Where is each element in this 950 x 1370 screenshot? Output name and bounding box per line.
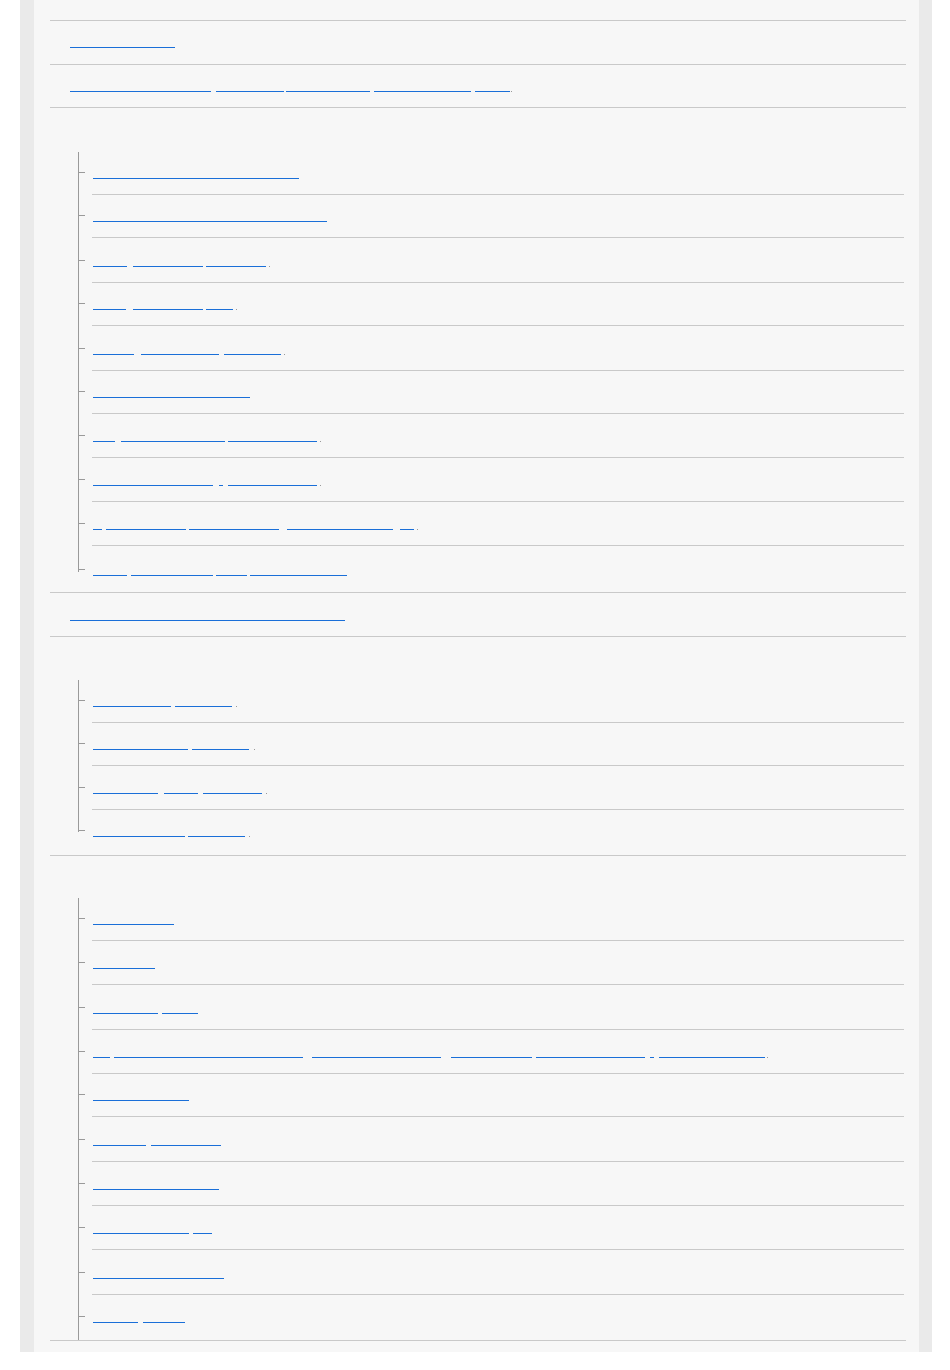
tree-branch-tick (78, 172, 85, 173)
section-separator (50, 1340, 906, 1341)
link-underline (206, 266, 266, 267)
tree-branch-tick (78, 260, 85, 261)
link-underline (219, 485, 223, 486)
tree-branch-tick (78, 303, 85, 304)
tree-branch-tick (78, 1139, 85, 1140)
link-underline (93, 266, 127, 267)
link-underline (250, 575, 347, 576)
tree-branch-tick (78, 1183, 85, 1184)
item-separator (92, 237, 904, 238)
link-underline (93, 309, 126, 310)
period-mark (284, 354, 285, 355)
period-mark (254, 749, 255, 750)
tree-branch-tick (78, 700, 85, 701)
period-mark (266, 793, 267, 794)
tree-branch-line (78, 680, 79, 832)
link-underline (475, 91, 510, 92)
link-underline (93, 1233, 189, 1234)
item-separator (92, 282, 904, 283)
tree-branch-tick (78, 918, 85, 919)
tree-branch-tick (78, 830, 85, 831)
tree-branch-tick (78, 348, 85, 349)
link-underline (121, 441, 225, 442)
item-separator (92, 1161, 904, 1162)
link-underline (106, 529, 186, 530)
item-separator (92, 413, 904, 414)
link-underline (175, 706, 232, 707)
link-underline (93, 749, 188, 750)
tree-branch-line (78, 898, 79, 1340)
link-underline (216, 91, 284, 92)
link-underline (141, 354, 219, 355)
link-underline (93, 529, 102, 530)
link-underline (93, 485, 213, 486)
link-underline (224, 354, 281, 355)
link-underline (70, 47, 175, 48)
section-separator (50, 64, 906, 65)
period-mark (236, 309, 237, 310)
item-separator (92, 1029, 904, 1030)
tree-branch-tick (78, 569, 85, 570)
link-underline (650, 1057, 654, 1058)
period-mark (320, 485, 321, 486)
link-underline (93, 575, 127, 576)
item-separator (92, 501, 904, 502)
period-mark (236, 706, 237, 707)
tree-branch-tick (78, 787, 85, 788)
link-underline (93, 1057, 110, 1058)
item-separator (92, 940, 904, 941)
tree-branch-tick (78, 1227, 85, 1228)
tree-branch-tick (78, 743, 85, 744)
link-underline (312, 1057, 441, 1058)
link-underline (93, 968, 155, 969)
link-underline (93, 1013, 158, 1014)
link-underline (93, 441, 115, 442)
link-underline (93, 397, 250, 398)
item-separator (92, 325, 904, 326)
link-underline (93, 836, 185, 837)
tree-branch-tick (78, 1007, 85, 1008)
tree-branch-tick (78, 1051, 85, 1052)
link-underline (93, 1100, 189, 1101)
period-mark (767, 1057, 768, 1058)
section-separator (50, 636, 906, 637)
period-mark (269, 266, 270, 267)
link-underline (286, 91, 370, 92)
link-underline (93, 1145, 146, 1146)
link-underline (659, 1057, 765, 1058)
tree-branch-tick (78, 435, 85, 436)
link-underline (133, 266, 203, 267)
item-separator (92, 1294, 904, 1295)
link-underline (70, 91, 211, 92)
item-separator (92, 1249, 904, 1250)
link-underline (93, 924, 174, 925)
link-underline (536, 1057, 645, 1058)
link-underline (70, 620, 345, 621)
link-underline (203, 793, 262, 794)
item-separator (92, 1116, 904, 1117)
link-underline (192, 749, 249, 750)
period-mark (249, 836, 250, 837)
tree-branch-tick (78, 1272, 85, 1273)
link-underline (162, 1013, 198, 1014)
tree-branch-tick (78, 215, 85, 216)
link-underline (93, 178, 299, 179)
link-underline (151, 1145, 221, 1146)
link-underline (93, 1278, 224, 1279)
link-underline (216, 575, 247, 576)
item-separator (92, 722, 904, 723)
link-underline (374, 91, 471, 92)
period-mark (417, 529, 418, 530)
link-underline (228, 485, 317, 486)
tree-branch-tick (78, 1094, 85, 1095)
link-underline (93, 1322, 138, 1323)
item-separator (92, 194, 904, 195)
link-underline (93, 706, 171, 707)
top-separator (50, 20, 906, 21)
link-underline (189, 529, 279, 530)
link-underline (93, 793, 158, 794)
link-underline (131, 575, 213, 576)
section-separator (50, 592, 906, 593)
section-separator (50, 107, 906, 108)
link-underline (206, 309, 233, 310)
link-underline (193, 1233, 212, 1234)
item-separator (92, 765, 904, 766)
period-mark (511, 91, 512, 92)
link-underline (143, 1322, 185, 1323)
item-separator (92, 545, 904, 546)
tree-branch-tick (78, 1316, 85, 1317)
tree-branch-tick (78, 962, 85, 963)
link-underline (164, 793, 198, 794)
link-underline (188, 836, 245, 837)
item-separator (92, 984, 904, 985)
link-list-panel (34, 0, 919, 1352)
link-underline (287, 529, 393, 530)
item-separator (92, 457, 904, 458)
item-separator (92, 1073, 904, 1074)
period-mark (320, 441, 321, 442)
link-underline (133, 309, 203, 310)
item-separator (92, 1205, 904, 1206)
tree-branch-tick (78, 479, 85, 480)
link-underline (93, 354, 134, 355)
section-separator (50, 855, 906, 856)
link-underline (400, 529, 414, 530)
item-separator (92, 809, 904, 810)
link-underline (93, 1189, 219, 1190)
link-underline (114, 1057, 303, 1058)
link-underline (228, 441, 317, 442)
link-underline (93, 221, 327, 222)
tree-branch-tick (78, 523, 85, 524)
tree-branch-tick (78, 391, 85, 392)
link-underline (451, 1057, 532, 1058)
item-separator (92, 370, 904, 371)
